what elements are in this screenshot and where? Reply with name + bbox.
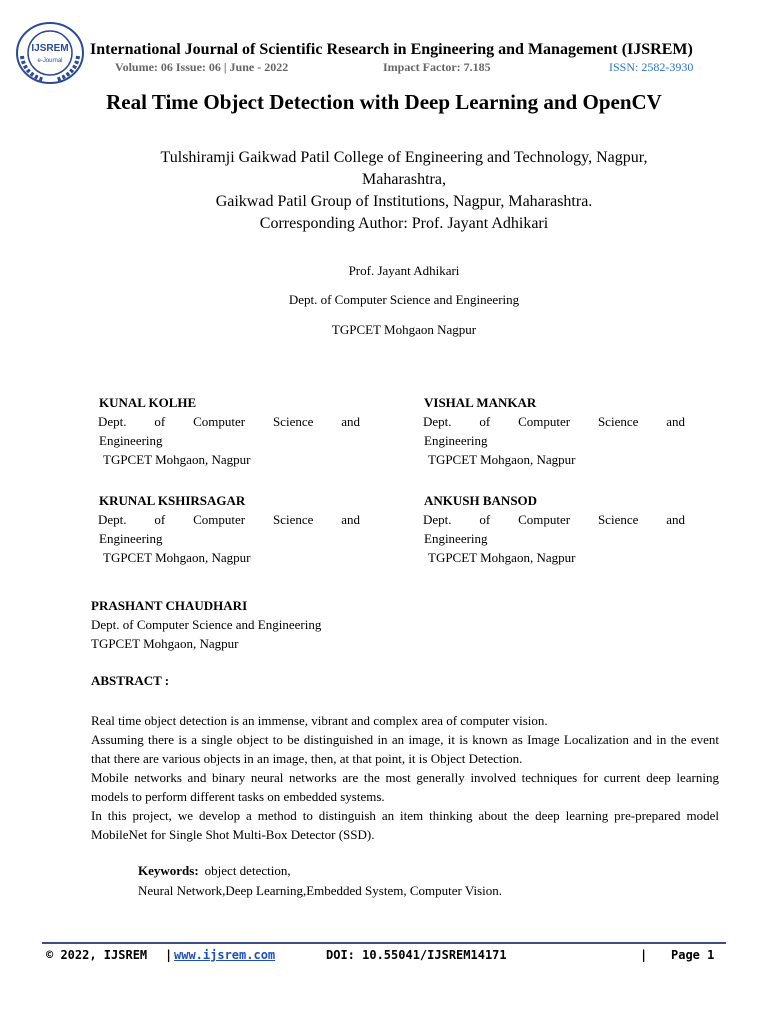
author-dept-line: Dept. of Computer Science and [98,414,361,429]
author-name: ANKUSH BANSOD [424,493,538,508]
footer-copyright: © 2022, IJSREM [46,948,148,962]
author-place: TGPCET Mohgaon, Nagpur [103,550,251,565]
abstract-paragraph: Mobile networks and binary neural networks are the most generally involved techniques for current deep learning models to perform different tasks on embedded systems. [91,770,719,804]
journal-title: International Journal of Scientific Research in Engineering and Management (IJSREM) [90,41,693,58]
footer-separator-2: | [640,948,648,962]
abstract-paragraph: Real time object detection is an immense, vibrant and complex area of computer vision. [91,713,548,728]
footer-rule [42,942,726,944]
author-name: KUNAL KOLHE [99,395,197,410]
footer-separator: | [165,948,173,962]
corresponding-author: Corresponding Author: Prof. Jayant Adhikari [259,215,549,232]
logo-subtext: e-Journal [37,58,63,64]
keywords-line-1 [138,863,291,879]
affiliation-line-2: Maharashtra, [362,171,446,188]
author-place: TGPCET Mohgaon, Nagpur [428,550,576,565]
keywords-line-2: Neural Network,Deep Learning,Embedded System, Computer Vision. [138,883,502,898]
keywords-value: object detection, [204,863,291,878]
keywords-label: Keywords: [138,863,199,878]
logo-text: IJSREM [31,43,69,54]
author-block-1 [95,393,360,469]
volume-issue: Volume: 06 Issue: 06 | June - 2022 [115,60,289,74]
abstract-heading: ABSTRACT : [91,673,170,688]
author-dept-line-2: Engineering [99,531,163,546]
footer-page-number: Page 1 [671,948,715,962]
affiliation-line-3: Gaikwad Patil Group of Institutions, Nagpur, Maharashtra. [215,193,593,210]
author-place: TGPCET Mohgaon, Nagpur [91,636,239,651]
author-dept-line: Dept. of Computer Science and [98,512,361,527]
author-name: VISHAL MANKAR [424,395,537,410]
footer-doi: DOI: 10.55041/IJSREM14171 [326,948,507,962]
prof-name: Prof. Jayant Adhikari [348,263,460,278]
author-block-4 [420,491,685,567]
issn: ISSN: 2582-3930 [609,60,694,74]
author-dept-line: Dept. of Computer Science and [423,512,686,527]
author-dept: Dept. of Computer Science and Engineering [91,617,322,632]
affiliation-line-1: Tulshiramji Gaikwad Patil College of Engineering and Technology, Nagpur, [160,149,648,166]
abstract-body [91,711,719,844]
author-block-2 [420,393,685,469]
paper-title: Real Time Object Detection with Deep Learning and OpenCV [106,90,662,114]
journal-logo [14,20,86,86]
author-dept-line: Dept. of Computer Science and [423,414,686,429]
author-name: KRUNAL KSHIRSAGAR [99,493,246,508]
author-dept-line-2: Engineering [99,433,163,448]
abstract-paragraph: Assuming there is a single object to be distinguished in an image, it is known as Image Localization and in the event that there are various objects in an image, then, at that point, it is Object Detection. [91,732,719,766]
author-block-5 [91,596,411,653]
author-place: TGPCET Mohgaon, Nagpur [428,452,576,467]
author-place: TGPCET Mohgaon, Nagpur [103,452,251,467]
author-dept-line-2: Engineering [424,531,488,546]
impact-factor: Impact Factor: 7.185 [383,60,491,74]
footer-website-link[interactable]: www.ijsrem.com [174,948,276,962]
prof-place: TGPCET Mohgaon Nagpur [331,322,477,337]
abstract-paragraph: In this project, we develop a method to distinguish an item thinking about the deep learning pre-prepared model MobileNet for Single Shot Multi-Box Detector (SSD). [91,808,719,842]
author-block-3 [95,491,360,567]
prof-dept: Dept. of Computer Science and Engineering [288,292,520,307]
author-dept-line-2: Engineering [424,433,488,448]
author-name: PRASHANT CHAUDHARI [91,598,248,613]
